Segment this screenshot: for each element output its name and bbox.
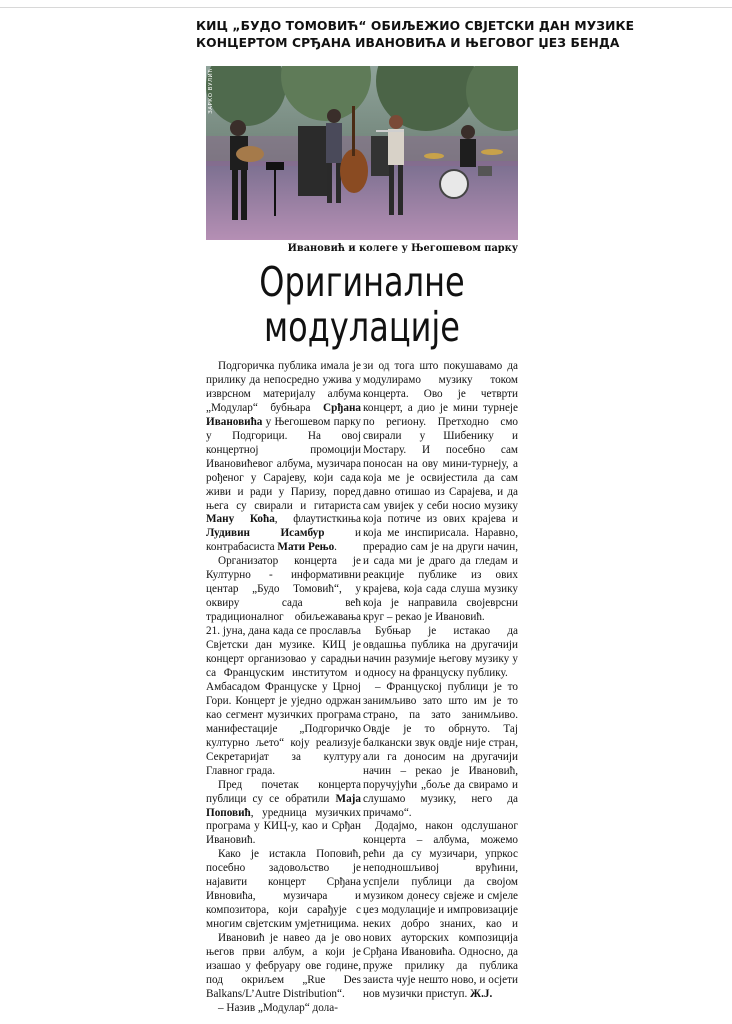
kicker-headline [196,18,635,52]
text-run: , уредница музичких програма у КИЦ-у, као и Срђан Ивановић. [206,806,361,847]
person-name: Лудивин Исамбур [206,527,325,540]
kicker-line-2: КОНЦЕРТОМ СРЂАНА ИВАНОВИЋА И ЊЕГОВОГ ЏЕЗ БЕНДА [196,36,620,50]
text-run: . [334,541,337,554]
paragraph: Како је истакла Поповић, посебно задовољство је најавити концерт Срђана Ивновића, музичара и композитора, који сарађује с многим свјетским умјетницима. [206,848,361,931]
person-name: Ману Коћа [206,513,275,526]
text-run: у Његошевом парку у Подгорици. На овој концертној промоцији Ивановићевог албума, музичара рођеног у Сарајеву, који сада живи и ради у Паризу, поред њега су свирали и гитариста [206,415,361,512]
paragraph: Организатор концерта је Културно - информативни центар „Будо Томовић“, у оквиру сада већ традиционалног обиљежавања 21. јуна, дана када се прославља Свјетски дан музике. КИЦ је концерт организовао у сарадњи са Француским институтом и Амбасадом Француске у Црној Гори. Концерт је уједно одржан као сегмент музичких програма манифестације „Подгоричко културно љето“ коју реализује Секретаријат за културу Главног града. [206,555,361,777]
paragraph: Ивановић је навео да је ово његов први албум, а који је изашао у фебруару ове године, под окриљем „Rue Des Balkans/L’Autre Distribution“. [206,932,361,1000]
article-column-left [206,360,361,1016]
paragraph: Бубњар је истакао да овдашња публика на другачији начин разумије његову музику у односу на француску публику. [363,625,518,679]
paragraph: зи од тога што покушавамо да модулирамо музику током концерта. Ово је четврти концерт, а дио је мини турнеје по региону. Претходно смо свирали у Шибенику и Мостару. И посебно сам поносан на ову мини-турнеју, а која ме је освијестила да сам давно отишао из Сарајева, и да сам увијек у себи носио музику која потиче из ових крајева и која ме инспирисала. Наравно, прерадио сам је на други начин, и сада ми је драго да гледам и реакције публике из ових крајева, која сада слуша музику која је направила својеврсни круг – рекао је Ивановић. [363,360,518,624]
text-run: и контрабасиста [206,527,361,554]
page-top-rule [0,7,732,8]
photo-caption: Ивановић и колеге у Његошевом парку [287,243,518,254]
person-name: Маја Поповић [206,792,361,819]
newspaper-clipping [196,10,635,1020]
paragraph: – Француској публици је то занимљиво зато што им је то страно, па зато занимљиво. Овдје је то обрнуто. Тај балкански звук овдје није стран, али га доносим на другачији начин – рекао је Ивановић, поручујући „боље да свирамо и слушамо музику, него да причамо“. [363,680,518,819]
text-run: Додајмо, након одслушаног концерта – албума, можемо рећи да су музичари, упркос неподношљивој врућини, успјели публици да својом музиком донесу свјеже и смјеле џез модулације и импровизације неких добро знаних, као и нових ауторских композиција Срђана Ивановића. Односно, да пружe прилику да публика заиста чује нешто ново, и осјети нов музички приступ. [363,820,518,1000]
text-run: Пред почетак концерта публици су се обратили [206,778,361,805]
kicker-line-1: КИЦ „БУДО ТОМОВИЋ“ ОБИЉЕЖИО СВЈЕТСКИ ДАН МУЗИКЕ [196,19,635,33]
paragraph: – Назив „Модулар“ дола- [218,1001,338,1014]
paragraph [206,779,361,849]
concert-photo [206,66,518,240]
headline-line-2: модулације [264,303,460,351]
paragraph [363,820,518,1001]
headline-line-1: Оригиналне [259,258,465,306]
author-signature: Ж.Ј. [470,987,493,1000]
article-column-right [363,360,518,1002]
paragraph [206,360,361,555]
person-name: Мати Рењо [277,541,335,554]
concert-photo-graphic [206,66,518,240]
text-run: Подгоричка публика имала је прилику да непосредно ужива у изврсном материјалу албума „Модулар“ бубњара [206,360,361,414]
photo-credit: ЗАРКО ВУЛИЋ [208,68,214,114]
person-name: Срђана Ивановића [206,401,361,428]
text-run: , флаутисткиња [274,513,361,526]
headline [196,260,528,350]
